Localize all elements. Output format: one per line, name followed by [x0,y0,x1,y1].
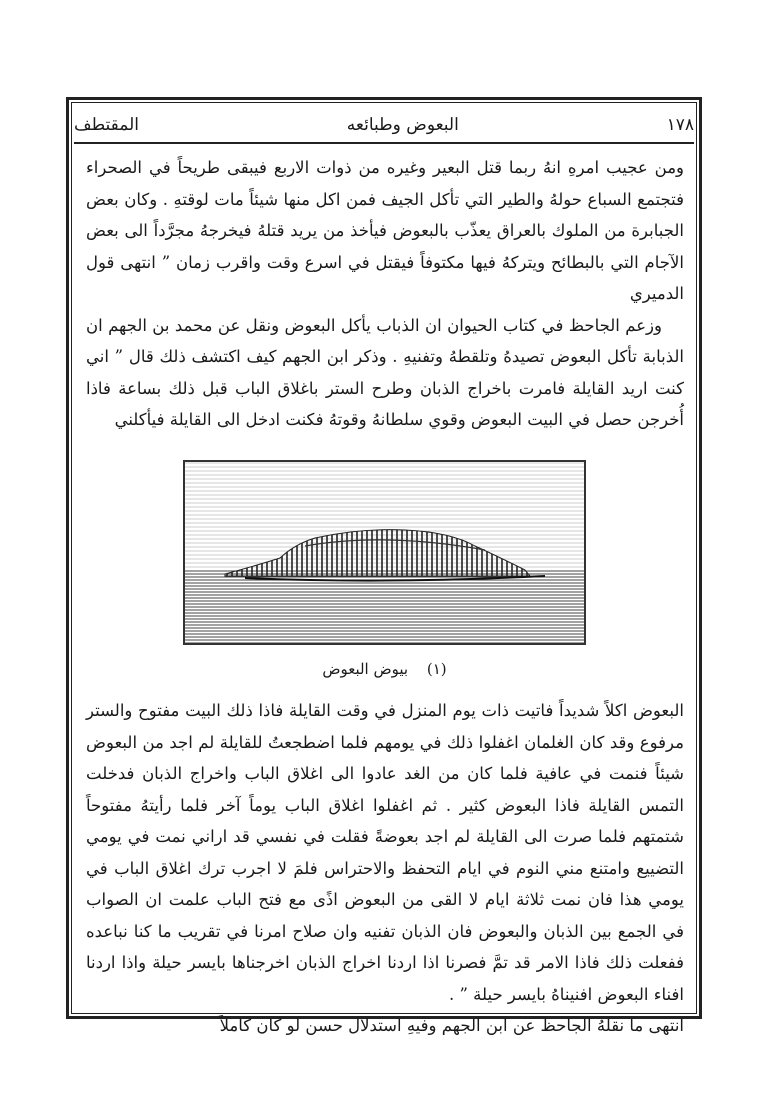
article-title: البعوض وطبائعه [346,115,459,135]
figure-caption [183,660,586,678]
paragraph: البعوض اكلاً شديداً فاتيت ذات يوم المنزل في وقت القايلة فاذا ذلك البيت مفتوح والستر مرفوع وقد كان الغلمان اغفلوا ذلك في يومهم فلما اضطجعتُ للقايلة لم اجد من البعوض شيئاً فنمت في عافية فلما كان من الغد عادوا الى اغلاق الباب واخراج الذبان فدخلت التمس القايلة فاذا البعوض كثير . ثم اغفلوا اغلاق الباب يوماً آخر فلما رأيتهُ مفتوحاً شتمتهم فلما صرت الى القايلة لم اجد بعوضةً فقلت في نفسي قد اراني نمت في يومي التضييع وامتنع مني النوم في ايام التحفظ والاحتراس فلمَ لا اجرب ترك اغلاق الباب في يومي هذا فان نمت ثلاثة ايام لا القى من البعوض اذًى مع فتح الباب علمت ان الصواب في الجمع بين الذبان والبعوض فان الذبان تفنيه وان صلاح امرنا في تقريب ما كنا نباعده ففعلت ذلك فاذا الامر قد تمَّ فصرنا اذا اردنا اخراج الذبان اخرجناها بايسر حيلة واذا اردنا افناء البعوض افنيناهُ بايسر حيلة ” . [86,701,684,1004]
engraving-image [185,462,584,643]
paragraph: وزعم الجاحظ في كتاب الحيوان ان الذباب يأكل البعوض ونقل عن محمد بن الجهم ان الذبابة تأكل البعوض تصيدهُ وتلقطهُ وتفنيهِ . وذكر ابن الجهم كيف اكتشف ذلك قال ” اني كنت اريد القايلة فامرت باخراج الذبان وطرح الستر باغلاق الباب قبل ذلك بساعة فاذا أُخرجن حصل في البيت البعوض وقوي سلطانهُ وقوتهُ فكنت ادخل الى القايلة فيأكلني [86,315,684,429]
paragraph: انتهى ما نقلهُ الجاحظ عن ابن الجهم وفيهِ استدلال حسن لو كان كاملاً [219,1016,684,1035]
page-number: ١٧٨ [666,115,694,135]
caption-number: (١) [426,660,447,678]
text-block-bottom [86,695,684,1042]
caption-text: بيوض البعوض [322,660,409,678]
mosquito-eggs-illustration [183,460,586,645]
page-header [74,110,694,140]
header-rule [74,142,694,144]
journal-name: المقتطف [74,115,140,135]
paragraph: ومن عجيب امرهِ انهُ ربما قتل البعير وغيره من ذوات الاربع فيبقى طريحاً في الصحراء فتجتمع السباع حولهُ والطير التي تأكل الجيف فمن اكل منها شيئاً مات لوقتهِ . وكان بعض الجبابرة من الملوك بالعراق يعذّب بالبعوض فيأخذ من يريد قتلهُ فيخرجهُ مجرَّداً الى بعض الآجام التي بالبطائح ويتركهُ فيها مكتوفاً فيقتل في اسرع وقت واقرب زمان ” انتهى قول الدميري [86,158,684,303]
text-block-top [86,152,684,436]
